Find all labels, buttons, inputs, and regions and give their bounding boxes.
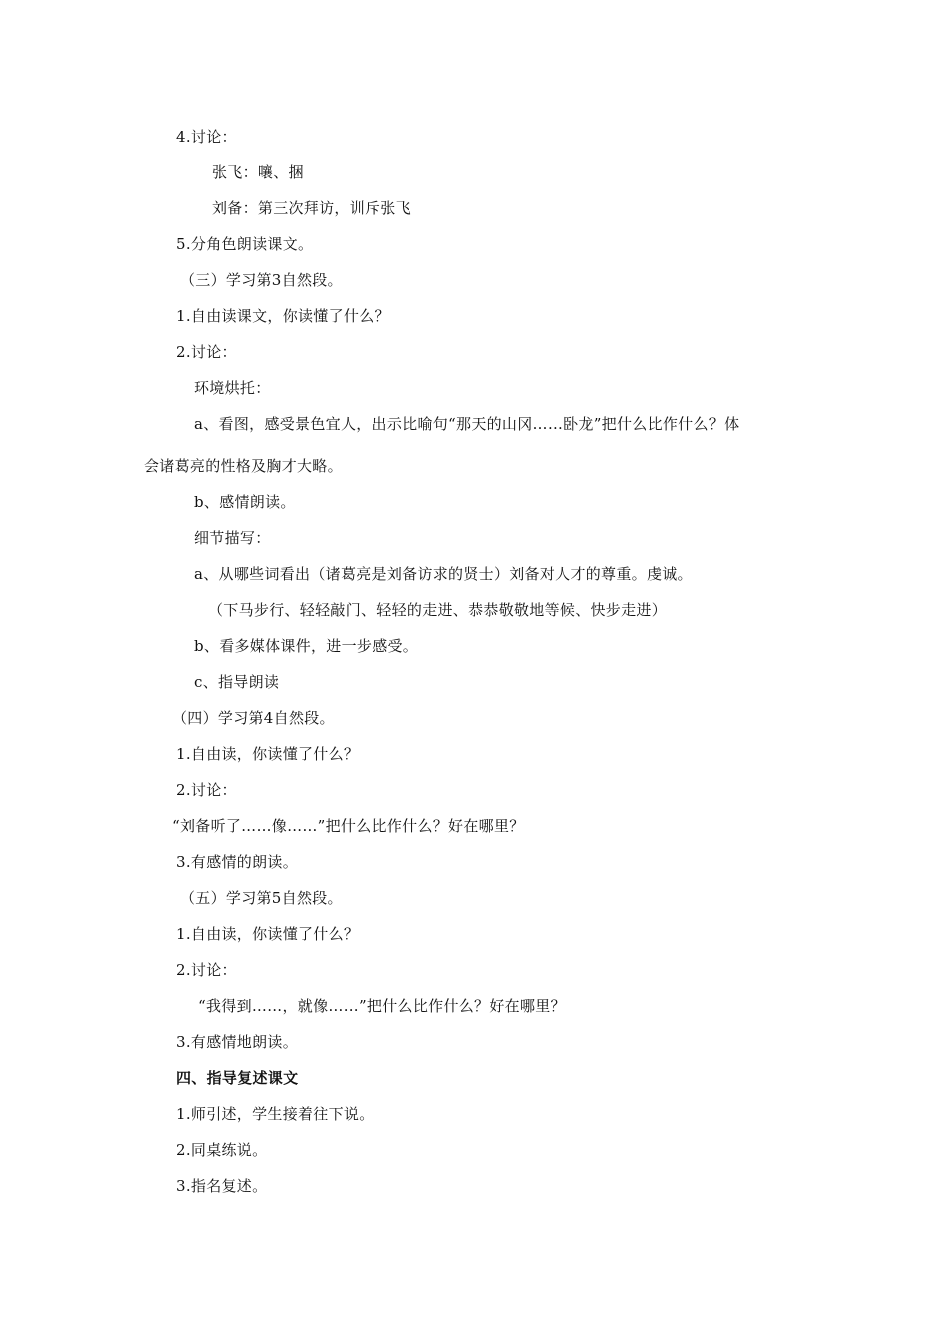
text-line: 2.讨论：: [176, 343, 237, 361]
text-line: 张飞：嚷、捆: [212, 163, 304, 181]
text-line: b、感情朗读。: [194, 493, 296, 511]
text-line: a、看图，感受景色宜人，出示比喻句“那天的山冈……卧龙”把什么比作什么？体: [194, 415, 740, 433]
section-heading: （五）学习第5自然段。: [180, 889, 343, 907]
text-line: “刘备听了……像……”把什么比作什么？好在哪里？: [172, 817, 525, 835]
section-heading: （四）学习第4自然段。: [172, 709, 335, 727]
text-line: 刘备：第三次拜访，训斥张飞: [212, 199, 411, 217]
text-line: 2.讨论：: [176, 961, 237, 979]
text-line: a、从哪些词看出（诸葛亮是刘备访求的贤士）刘备对人才的尊重。虔诚。: [194, 565, 693, 583]
text-line: 3.有感情的朗读。: [176, 853, 299, 871]
text-line: 1.自由读，你读懂了什么？: [176, 925, 360, 943]
text-line: 3.指名复述。: [176, 1177, 268, 1195]
text-line: 3.有感情地朗读。: [176, 1033, 299, 1051]
text-line: c、指导朗读: [194, 673, 280, 691]
section-heading: （三）学习第3自然段。: [180, 271, 343, 289]
text-line: 1.师引述，学生接着往下说。: [176, 1105, 375, 1123]
text-line: 会诸葛亮的性格及胸才大略。: [144, 457, 343, 475]
text-line: 2.同桌练说。: [176, 1141, 268, 1159]
text-line: （下马步行、轻轻敲门、轻轻的走进、恭恭敬敬地等候、快步走进）: [208, 601, 668, 619]
text-line: 2.讨论：: [176, 781, 237, 799]
text-line: 细节描写：: [194, 529, 271, 547]
section-heading: 四、指导复述课文: [176, 1069, 299, 1087]
text-line: “我得到……，就像……”把什么比作什么？好在哪里？: [198, 997, 566, 1015]
text-line: 1.自由读，你读懂了什么？: [176, 745, 360, 763]
text-line: 4.讨论：: [176, 128, 237, 146]
text-line: 1.自由读课文，你读懂了什么？: [176, 307, 390, 325]
text-line: 环境烘托：: [194, 379, 271, 397]
text-line: 5.分角色朗读课文。: [176, 235, 314, 253]
text-line: b、看多媒体课件，进一步感受。: [194, 637, 419, 655]
